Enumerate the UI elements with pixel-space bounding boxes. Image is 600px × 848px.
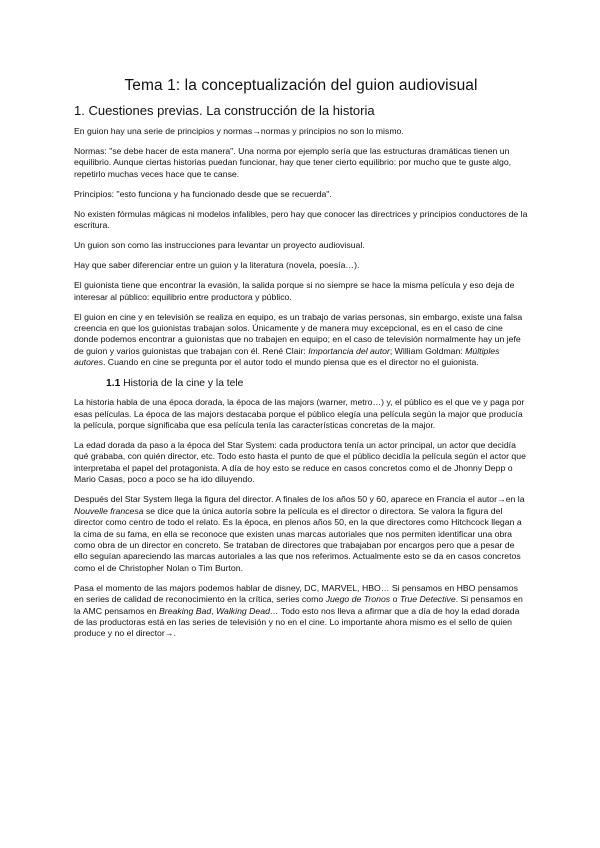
subsection-number: 1.1 [106,378,121,390]
text-run: Todo esto nos lleva a afirmar que a día de hoy la edad dorada de las productoras está en las series de televisión y no en el cine. Lo importante ahora mismo es el sello de quien produce y no el director→. [74,605,520,639]
paragraph: Hay que saber diferenciar entre un guion y la literatura (novela, poesía…). [74,260,360,271]
text-run: Después del Star System llega la figura del director. A finales de los años 50 y 60, aparece en Francia el autor→en la [74,494,525,505]
book-title: Importancia del autor [308,345,390,356]
series-title: Juego de Tronos [325,594,391,605]
movement-name: Nouvelle francesa [74,505,144,516]
section-heading: 1. Cuestiones previas. La construcción de la historia [74,103,375,118]
text-run: o [390,594,400,605]
paragraph [74,312,528,369]
book-title: Múltiples autores [74,345,500,368]
text-run: se dice que la única autoría sobre la película es el director o directora. Se valora la figura del director como centro de todo el relato. Es la época, en plenos años 50, en la que directores como Hitchcock llegan a la cima de su fama, en ella se reconoce que existen unas marcas autoriales que nos permiten identificar una obra como obra de un director en concreto. Se trataban de directores que trabajaban por encargos pero que a pesar de ello seguían apareciendo las marcas autoriales a las que nos referimos. Actualmente esto se da en casos concretos como el de Christopher Nolan o Tim Burton. [74,505,522,573]
series-title: True Detective [399,594,456,605]
text-run: , [211,605,216,616]
text-run: El guion en cine y en televisión se realiza en equipo, es un trabajo de varias personas, sin embargo, existe una falsa creencia en que los guionistas trabajan solos. Únicamente y de manera muy excepcional, es en el caso de cine donde podemos encontrar a guionistas que no trabajen en equipo; en el caso de televisión normalmente hay un jefe de guion y varios guionistas que trabajan con él. René Clair: [74,311,523,356]
paragraph [74,583,528,640]
subsection-title: Historia de la cine y la tele [120,378,244,390]
subsection-heading [106,377,528,390]
text-run: Pasa el momento de las majors podemos hablar de disney, DC, MARVEL, HBO… Si pensamos en HBO pensamos en series de calidad de reconocimiento en la crítica, series como [74,582,518,605]
text-run: . Cuando en cine se pregunta por el autor todo el mundo piensa que es el director no el guionista. [102,357,479,368]
paragraph: El guionista tiene que encontrar la evasión, la salida porque si no siempre se hace la misma película y eso deja de interesar al público: equilibrio entre productora y público. [74,280,515,302]
series-title: Breaking Bad [159,605,212,616]
paragraph: Principios: "esto funciona y ha funcionado desde que se recuerda". [74,188,332,199]
paragraph: En guion hay una serie de principios y normas→normas y principios no son lo mismo. [74,126,404,136]
paragraph: No existen fórmulas mágicas ni modelos infalibles, pero hay que conocer las directrices y principios conductores de la escritura. [74,208,528,231]
text-run: . Si pensamos en la AMC pensamos en [74,594,523,616]
paragraph: Un guion son como las instrucciones para levantar un proyecto audiovisual. [74,240,365,251]
paragraph: La edad dorada da paso a la época del Star System: cada productora tenía un actor principal, un actor que decidía qué grababa, con quién director, etc. Todo esto hasta el punto de que el público decidía la película según el actor que interpretaba el papel del protagonista. A día de hoy esto se reduce en casos concretos como el de Jhonny Depp o Mario Casas, poco a poco se ha ido diluyendo. [74,440,526,485]
text-run: ; William Goldman: [389,345,466,356]
document-title: Tema 1: la conceptualización del guion audiovisual [124,77,478,94]
paragraph: Normas: "se debe hacer de esta manera". Una norma por ejemplo sería que las estructuras dramáticas tienen un equilibrio. Aunque ciertas historias puedan funcionar, hay que tener cierto equilibrio: por mucho que te guste algo, repetirlo muchas veces hace que te canse. [74,146,512,179]
paragraph [74,494,528,574]
series-title: Walking Dead… [216,605,279,616]
paragraph: La historia habla de una época dorada, la época de las majors (warner, metro…) y, el público es el que ve y paga por esas películas. La época de las majors destacaba porque el público elegía una película según la major que producía la película, porque significaba que esa película tenía las características concretas de la major. [74,397,525,431]
